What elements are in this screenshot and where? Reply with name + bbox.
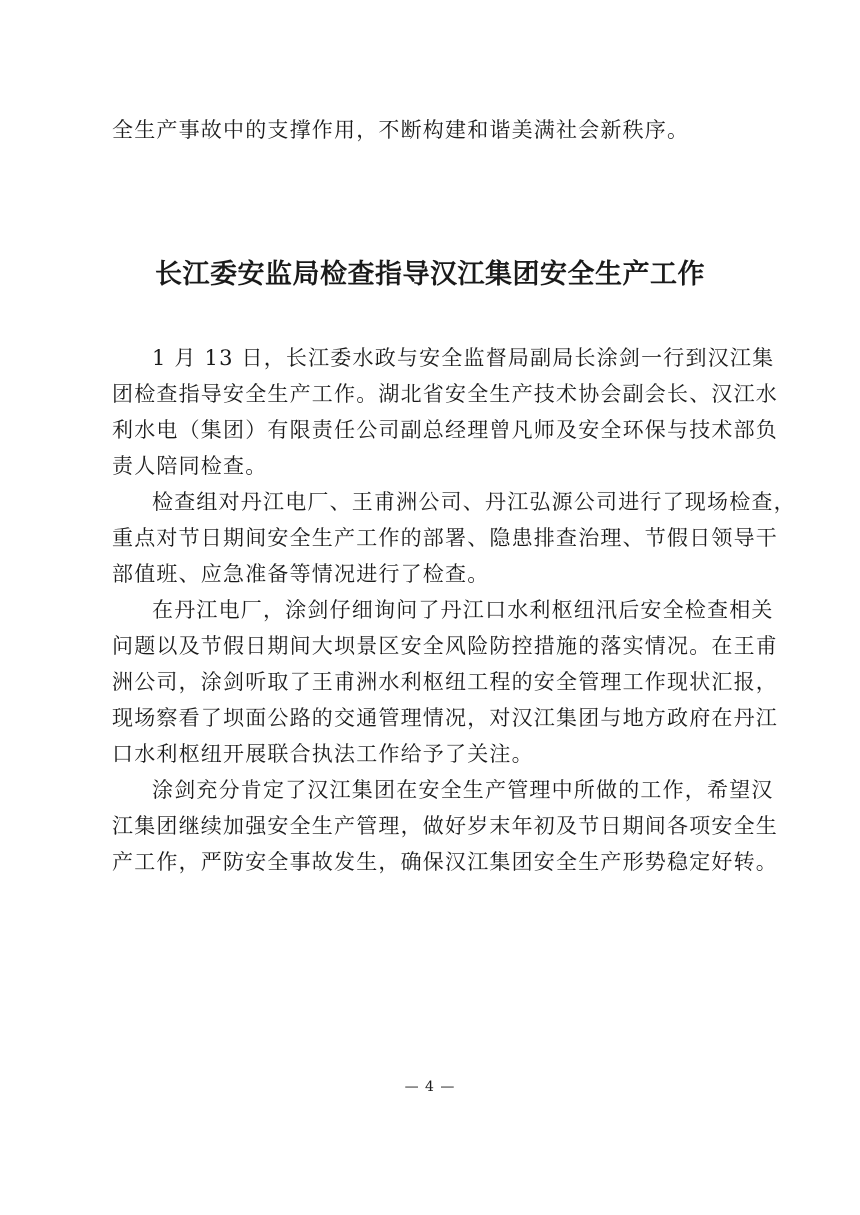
paragraph-line: 重点对节日期间安全生产工作的部署、隐患排查治理、节假日领导干 [112,526,778,550]
page-number: — 4 — [404,1079,456,1095]
paragraph-line: 责人陪同检查。 [112,454,268,478]
paragraph-line: 现场察看了坝面公路的交通管理情况，对汉江集团与地方政府在丹江 [112,706,778,730]
paragraph-line: 口水利枢纽开展联合执法工作给予了关注。 [112,742,534,766]
paragraph-line: 产工作，严防安全事故发生，确保汉江集团安全生产形势稳定好转。 [112,850,778,874]
paragraph-line: 利水电（集团）有限责任公司副总经理曾凡师及安全环保与技术部负 [112,418,778,442]
paragraph-line: 检查组对丹江电厂、王甫洲公司、丹江弘源公司进行了现场检查， [152,490,796,514]
paragraph-line: 江集团继续加强安全生产管理，做好岁末年初及节日期间各项安全生 [112,814,778,838]
paragraph-4 [112,772,778,880]
paragraph-1 [112,340,778,484]
paragraph-2 [112,484,796,592]
article-body [112,340,796,880]
paragraph-3 [112,592,778,772]
paragraph-line: 在丹江电厂，涂剑仔细询问了丹江口水利枢纽汛后安全检查相关 [152,598,774,622]
article-title: 长江委安监局检查指导汉江集团安全生产工作 [155,259,705,290]
paragraph-line: 1 月 13 日，长江委水政与安全监督局副局长涂剑一行到汉江集 [152,346,775,370]
paragraph-line: 问题以及节假日期间大坝景区安全风险防控措施的落实情况。在王甫 [112,634,778,658]
paragraph-line: 洲公司，涂剑听取了王甫洲水利枢纽工程的安全管理工作现状汇报， [112,670,778,694]
continuation-text: 全生产事故中的支撑作用，不断构建和谐美满社会新秩序。 [112,118,690,142]
paragraph-line: 涂剑充分肯定了汉江集团在安全生产管理中所做的工作，希望汉 [152,778,774,802]
paragraph-line: 部值班、应急准备等情况进行了检查。 [112,562,490,586]
paragraph-line: 团检查指导安全生产工作。湖北省安全生产技术协会副会长、汉江水 [112,382,778,406]
